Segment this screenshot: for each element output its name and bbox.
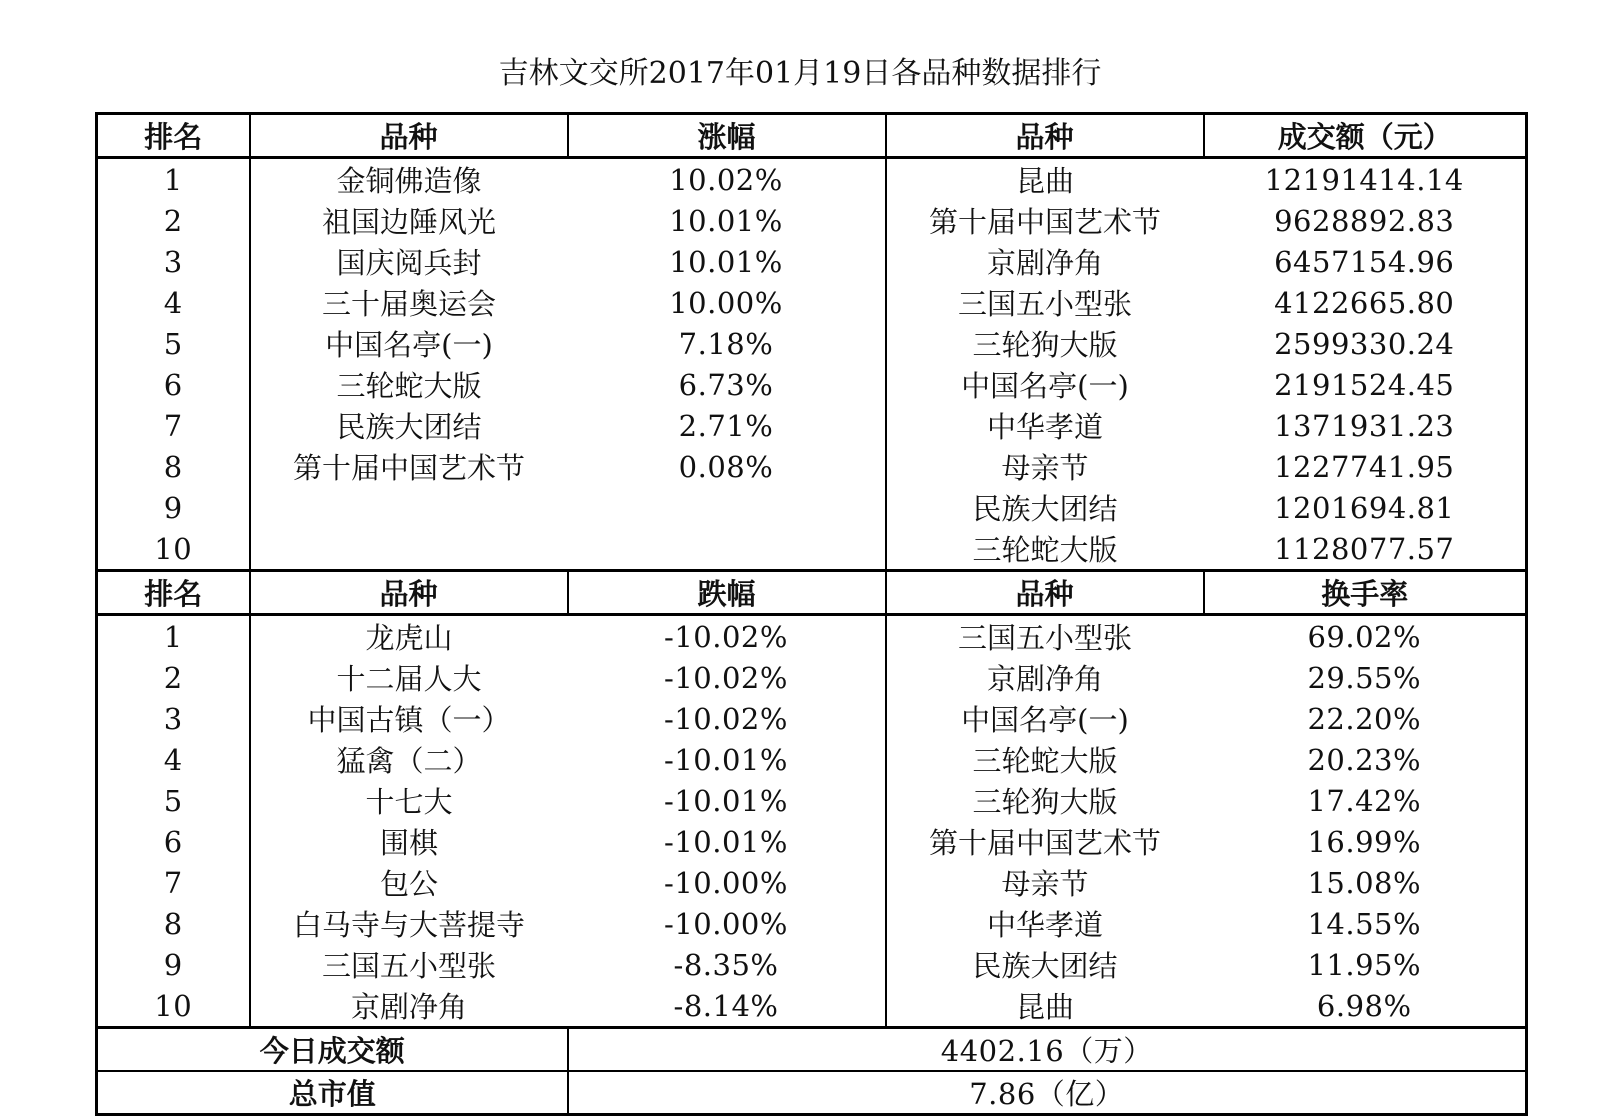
variety-cell: 龙虎山 bbox=[365, 621, 453, 655]
variety-cell bbox=[250, 487, 568, 528]
variety-cell: 中华孝道 bbox=[986, 410, 1103, 444]
gain-cell: 6.73% bbox=[568, 364, 886, 405]
header-variety: 品种 bbox=[886, 571, 1204, 615]
variety-cell: 民族大团结 bbox=[336, 410, 482, 444]
rank-cell: 4 bbox=[97, 739, 250, 780]
variety-cell: 三国五小型张 bbox=[321, 949, 496, 983]
decline-cell: -10.01% bbox=[568, 780, 886, 821]
amount-cell: 2191524.45 bbox=[1274, 367, 1455, 402]
variety-cell bbox=[250, 528, 568, 571]
ranking-table bbox=[95, 112, 1528, 1116]
decline-cell: -8.14% bbox=[568, 985, 886, 1028]
gainer-row bbox=[97, 158, 1527, 201]
variety-cell: 中国名亭(一) bbox=[961, 703, 1129, 737]
rank-cell: 6 bbox=[97, 364, 250, 405]
amount-cell: 12191414.14 bbox=[1264, 162, 1464, 197]
amount-cell: 4122665.80 bbox=[1274, 285, 1455, 320]
variety-cell: 祖国边陲风光 bbox=[321, 205, 496, 239]
variety-cell: 昆曲 bbox=[1015, 164, 1074, 198]
header-variety: 品种 bbox=[886, 114, 1204, 158]
market-cap-value: 7.86（亿） bbox=[568, 1071, 1527, 1115]
rank-cell: 10 bbox=[97, 528, 250, 571]
decline-cell: -10.02% bbox=[568, 698, 886, 739]
variety-cell: 包公 bbox=[379, 867, 438, 901]
gainer-row bbox=[97, 241, 1527, 282]
variety-cell: 中华孝道 bbox=[986, 908, 1103, 942]
variety-cell: 昆曲 bbox=[1015, 990, 1074, 1024]
rank-cell: 6 bbox=[97, 821, 250, 862]
turnover-rate-cell: 17.42% bbox=[1307, 783, 1422, 818]
variety-cell: 母亲节 bbox=[1001, 451, 1089, 485]
page-title: 吉林文交所2017年01月19日各品种数据排行 bbox=[498, 56, 1102, 91]
rank-cell: 3 bbox=[97, 241, 250, 282]
loser-row bbox=[97, 821, 1527, 862]
loser-row bbox=[97, 862, 1527, 903]
header-decline: 跌幅 bbox=[568, 571, 886, 615]
variety-cell: 母亲节 bbox=[1001, 867, 1089, 901]
loser-row bbox=[97, 985, 1527, 1028]
rank-cell: 4 bbox=[97, 282, 250, 323]
gainer-row bbox=[97, 405, 1527, 446]
decline-cell: -10.01% bbox=[568, 821, 886, 862]
decline-cell: -10.02% bbox=[568, 615, 886, 658]
loser-row bbox=[97, 903, 1527, 944]
rank-cell: 7 bbox=[97, 405, 250, 446]
loser-row bbox=[97, 739, 1527, 780]
gainers-header-row bbox=[97, 114, 1527, 158]
amount-cell: 6457154.96 bbox=[1274, 244, 1455, 279]
variety-cell: 京剧净角 bbox=[986, 246, 1103, 280]
rank-cell: 2 bbox=[97, 200, 250, 241]
market-cap-summary-row bbox=[97, 1071, 1527, 1115]
rank-cell: 2 bbox=[97, 657, 250, 698]
gainer-row bbox=[97, 528, 1527, 571]
losers-header-row bbox=[97, 571, 1527, 615]
market-cap-label: 总市值 bbox=[97, 1071, 568, 1115]
turnover-rate-cell: 14.55% bbox=[1307, 906, 1422, 941]
loser-row bbox=[97, 780, 1527, 821]
variety-cell: 中国名亭(一) bbox=[961, 369, 1129, 403]
turnover-rate-cell: 16.99% bbox=[1307, 824, 1422, 859]
decline-cell: -10.00% bbox=[568, 862, 886, 903]
rank-cell: 10 bbox=[97, 985, 250, 1028]
rank-cell: 8 bbox=[97, 446, 250, 487]
decline-cell: -10.00% bbox=[568, 903, 886, 944]
gain-cell: 2.71% bbox=[568, 405, 886, 446]
header-variety: 品种 bbox=[250, 571, 568, 615]
variety-cell: 第十届中国艺术节 bbox=[292, 451, 525, 485]
rank-cell: 1 bbox=[97, 158, 250, 201]
rank-cell: 9 bbox=[97, 487, 250, 528]
decline-cell: -10.01% bbox=[568, 739, 886, 780]
gainer-row bbox=[97, 446, 1527, 487]
variety-cell: 民族大团结 bbox=[972, 492, 1118, 526]
header-amount: 成交额（元） bbox=[1204, 114, 1527, 158]
variety-cell: 中国古镇（一） bbox=[307, 703, 511, 737]
rank-cell: 5 bbox=[97, 780, 250, 821]
gain-cell: 10.00% bbox=[568, 282, 886, 323]
rank-cell: 8 bbox=[97, 903, 250, 944]
loser-row bbox=[97, 657, 1527, 698]
loser-row bbox=[97, 615, 1527, 658]
amount-cell: 1128077.57 bbox=[1274, 531, 1455, 566]
gain-cell: 10.01% bbox=[568, 241, 886, 282]
rank-cell: 5 bbox=[97, 323, 250, 364]
variety-cell: 三十届奥运会 bbox=[321, 287, 496, 321]
amount-cell: 1201694.81 bbox=[1274, 490, 1455, 525]
gain-cell: 0.08% bbox=[568, 446, 886, 487]
variety-cell: 围棋 bbox=[379, 826, 438, 860]
turnover-rate-cell: 69.02% bbox=[1307, 619, 1422, 654]
rank-cell: 9 bbox=[97, 944, 250, 985]
gainer-row bbox=[97, 200, 1527, 241]
header-variety: 品种 bbox=[250, 114, 568, 158]
variety-cell: 中国名亭(一) bbox=[325, 328, 493, 362]
variety-cell: 白马寺与大菩提寺 bbox=[292, 908, 525, 942]
decline-cell: -10.02% bbox=[568, 657, 886, 698]
amount-cell: 1227741.95 bbox=[1274, 449, 1455, 484]
gain-cell bbox=[568, 487, 886, 528]
header-rank: 排名 bbox=[97, 571, 250, 615]
gainer-row bbox=[97, 282, 1527, 323]
variety-cell: 十七大 bbox=[365, 785, 453, 819]
losers-body bbox=[97, 615, 1527, 1028]
variety-cell: 三轮蛇大版 bbox=[972, 533, 1118, 567]
gainer-row bbox=[97, 364, 1527, 405]
turnover-rate-cell: 22.20% bbox=[1307, 701, 1422, 736]
rank-cell: 7 bbox=[97, 862, 250, 903]
rank-cell: 3 bbox=[97, 698, 250, 739]
variety-cell: 三轮蛇大版 bbox=[972, 744, 1118, 778]
turnover-rate-cell: 11.95% bbox=[1307, 947, 1422, 982]
gain-cell: 7.18% bbox=[568, 323, 886, 364]
header-turnover-rate: 换手率 bbox=[1204, 571, 1527, 615]
variety-cell: 三国五小型张 bbox=[957, 287, 1132, 321]
variety-cell: 京剧净角 bbox=[986, 662, 1103, 696]
variety-cell: 第十届中国艺术节 bbox=[928, 826, 1161, 860]
gainer-row bbox=[97, 323, 1527, 364]
turnover-rate-cell: 15.08% bbox=[1307, 865, 1422, 900]
amount-cell: 1371931.23 bbox=[1274, 408, 1455, 443]
variety-cell: 十二届人大 bbox=[336, 662, 482, 696]
decline-cell: -8.35% bbox=[568, 944, 886, 985]
variety-cell: 金铜佛造像 bbox=[336, 164, 482, 198]
gainers-body bbox=[97, 158, 1527, 571]
amount-cell: 2599330.24 bbox=[1274, 326, 1455, 361]
turnover-value: 4402.16（万） bbox=[568, 1028, 1527, 1072]
gain-cell: 10.01% bbox=[568, 200, 886, 241]
gainer-row bbox=[97, 487, 1527, 528]
variety-cell: 三轮狗大版 bbox=[972, 328, 1118, 362]
variety-cell: 民族大团结 bbox=[972, 949, 1118, 983]
gain-cell bbox=[568, 528, 886, 571]
variety-cell: 京剧净角 bbox=[350, 990, 467, 1024]
loser-row bbox=[97, 944, 1527, 985]
turnover-rate-cell: 20.23% bbox=[1307, 742, 1422, 777]
turnover-rate-cell: 29.55% bbox=[1307, 660, 1422, 695]
variety-cell: 第十届中国艺术节 bbox=[928, 205, 1161, 239]
rank-cell: 1 bbox=[97, 615, 250, 658]
amount-cell: 9628892.83 bbox=[1274, 203, 1455, 238]
turnover-rate-cell: 6.98% bbox=[1316, 988, 1412, 1023]
variety-cell: 国庆阅兵封 bbox=[336, 246, 482, 280]
variety-cell: 三轮蛇大版 bbox=[336, 369, 482, 403]
header-gain: 涨幅 bbox=[568, 114, 886, 158]
loser-row bbox=[97, 698, 1527, 739]
turnover-label: 今日成交额 bbox=[97, 1028, 568, 1072]
variety-cell: 猛禽（二） bbox=[336, 744, 482, 778]
header-rank: 排名 bbox=[97, 114, 250, 158]
turnover-summary-row bbox=[97, 1028, 1527, 1072]
gain-cell: 10.02% bbox=[568, 158, 886, 201]
variety-cell: 三国五小型张 bbox=[957, 621, 1132, 655]
variety-cell: 三轮狗大版 bbox=[972, 785, 1118, 819]
